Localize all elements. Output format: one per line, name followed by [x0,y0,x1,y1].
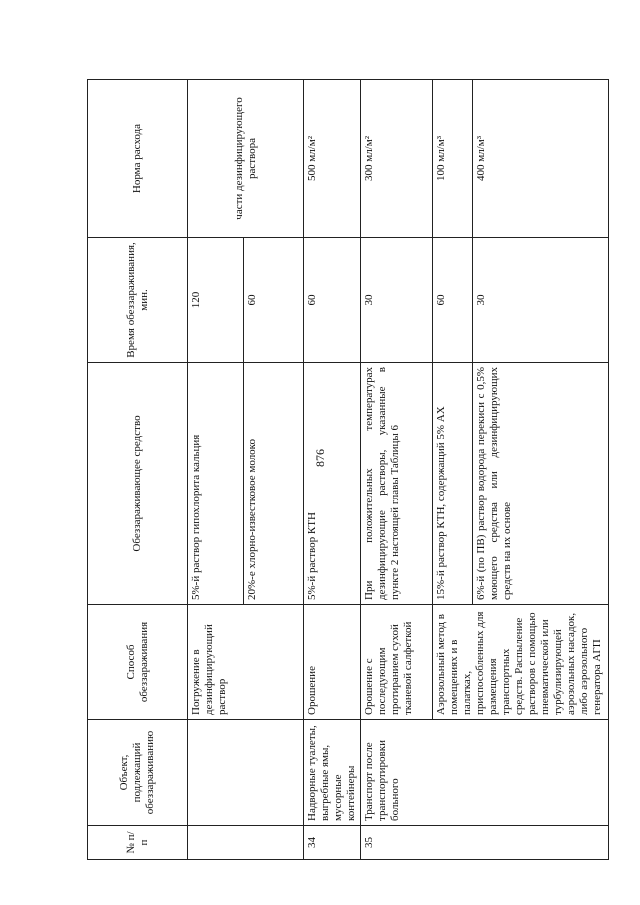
header-object: Объект, подлежащий обеззараживанию [88,720,188,826]
cell-agent: 6%-й (по ПВ) раствор водорода перекиси с 0,5% моющего средства или дезинфицирующих средств на их основе [472,363,608,605]
cell-object: Транспорт после транспортировки больного [360,720,608,826]
cell-norm: 400 мл/м³ [472,80,608,238]
cell-time: 30 [472,238,608,363]
cell-agent: При положительных температурах дезинфицирующие растворы, указанные в пункте 2 настоящей главы Таблицы 6 [360,363,432,605]
cell-norm: части дезинфицирующего раствора [188,80,304,238]
header-norm: Норма расхода [88,80,188,238]
header-method: Способ обеззараживания [88,605,188,720]
cell-num: 34 [304,826,361,860]
cell-method: Орошение [304,605,361,720]
table-row [304,80,361,860]
header-agent: Обеззараживающее средство [88,363,188,605]
cell-method: Орошение с последующим протиранием сухой тканевой салфеткой [360,605,432,720]
cell-norm: 300 мл/м² [360,80,432,238]
disinfection-table [87,79,609,860]
cell-object-empty [188,720,304,826]
cell-time: 60 [244,238,304,363]
cell-num: 35 [360,826,608,860]
table-row [188,80,244,860]
disinfection-table-wrapper [87,80,603,860]
header-num: № п/п [88,826,188,860]
page-number: 876 [313,449,327,467]
cell-object: Надворные туалеты, выгребные ямы, мусорные контейнеры [304,720,361,826]
cell-time: 120 [188,238,244,363]
cell-time: 60 [304,238,361,363]
cell-agent: 15%-й раствор КТН, содержащий 5% АХ [432,363,472,605]
cell-norm: 100 мл/м³ [432,80,472,238]
cell-norm: 500 мл/м² [304,80,361,238]
table-header-row [88,80,188,860]
cell-method: Погружение в дезинфицирующий раствор [188,605,304,720]
cell-agent: 5%-й раствор гипохлорита кальция [188,363,244,605]
cell-agent: 5%-й раствор КТН [304,363,361,605]
cell-time: 60 [432,238,472,363]
cell-time: 30 [360,238,432,363]
cell-method: Аэрозольный метод в помещениях и в палатках, приспособленных для размещения транспортных средств. Распыление растворов с помощью пневматической или турбулизирующей аэрозольных насадок, либо аэрозольного генератора АГП [432,605,608,720]
table-row [360,80,432,860]
cell-agent: 20%-е хлорно-известковое молоко [244,363,304,605]
header-time: Время обеззараживания, мин. [88,238,188,363]
cell-num-empty [188,826,304,860]
